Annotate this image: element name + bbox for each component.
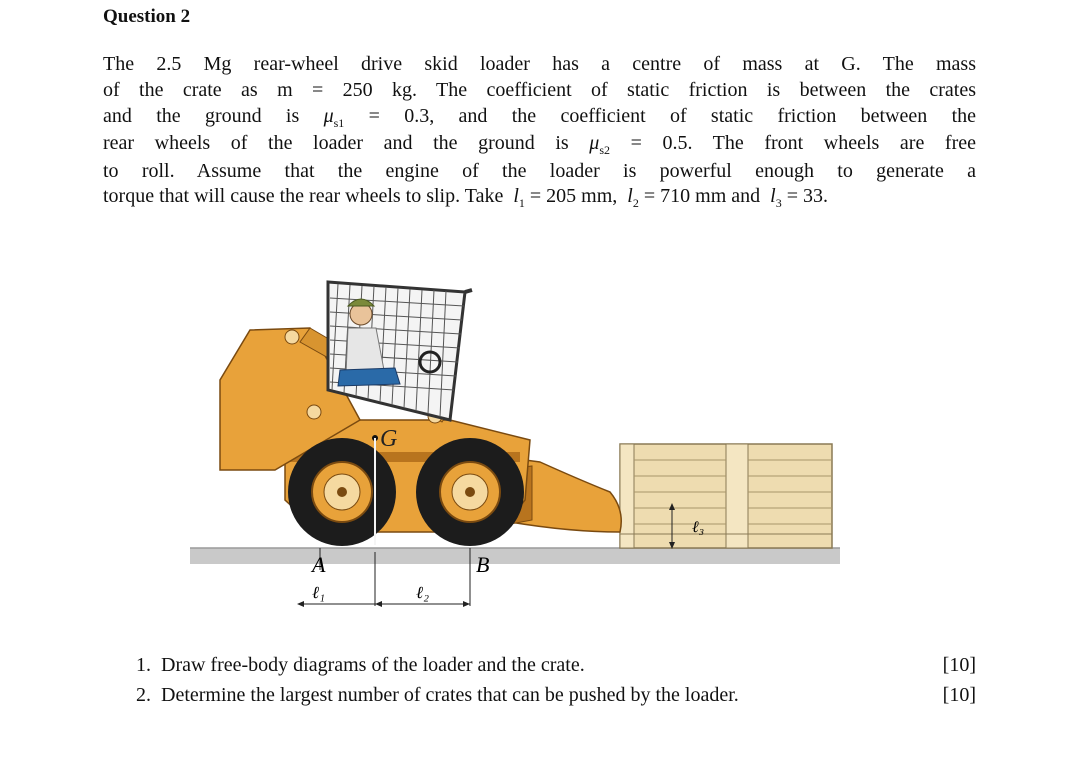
crate bbox=[620, 444, 832, 548]
question-number: 2. bbox=[136, 684, 151, 706]
l1-symbol: l bbox=[513, 185, 519, 207]
problem-line-5: to roll. Assume that the engine of the loader is powerful enough to generate a bbox=[103, 160, 976, 182]
label-l2: ℓ₂ bbox=[416, 583, 429, 602]
label-g: G bbox=[380, 426, 398, 452]
l3-subscript: 3 bbox=[775, 196, 782, 210]
mu-s2-symbol: μ bbox=[589, 132, 600, 154]
question-text: Determine the largest number of crates that can be pushed by the loader. bbox=[161, 684, 739, 706]
problem-line-3-text: and the ground is bbox=[103, 105, 300, 127]
question-heading: Question 2 bbox=[103, 6, 191, 27]
front-wheel bbox=[416, 438, 524, 546]
rear-wheel bbox=[288, 438, 396, 546]
l1-subscript: 1 bbox=[518, 196, 525, 210]
problem-line-3-value: = 0.3, and the coefficient of static friction between the bbox=[368, 105, 977, 127]
question-item-1 bbox=[136, 654, 585, 677]
problem-line-2: of the crate as m = 250 kg. The coefficient of static friction is between the crates bbox=[103, 79, 976, 101]
question-number: 1. bbox=[136, 654, 151, 676]
mu-s1-symbol: μ bbox=[323, 105, 334, 127]
l2-subscript: 2 bbox=[632, 196, 639, 210]
question-item-2 bbox=[136, 684, 739, 707]
skid-loader-figure bbox=[180, 270, 850, 630]
l3-symbol: l bbox=[770, 185, 776, 207]
problem-line-1: The 2.5 Mg rear-wheel drive skid loader has a centre of mass at G. The mass bbox=[103, 53, 976, 75]
question-text: Draw free-body diagrams of the loader and the crate. bbox=[161, 654, 585, 676]
label-b: B bbox=[476, 552, 490, 577]
label-l1: ℓ₁ bbox=[312, 583, 325, 602]
problem-line-4-text: rear wheels of the loader and the ground is bbox=[103, 132, 569, 154]
question-marks: [10] bbox=[942, 654, 976, 676]
l3-value: = 33. bbox=[786, 185, 828, 207]
label-a: A bbox=[312, 552, 326, 577]
problem-line-6 bbox=[103, 183, 976, 216]
ground bbox=[190, 548, 840, 564]
question-marks: [10] bbox=[942, 684, 976, 706]
mu-s2-subscript: s2 bbox=[599, 143, 610, 157]
problem-line-6-text: torque that will cause the rear wheels to slip. Take bbox=[103, 185, 504, 207]
problem-line-4-value: = 0.5. The front wheels are free bbox=[630, 132, 977, 154]
label-l3: ℓ₃ bbox=[692, 519, 705, 536]
l2-symbol: l bbox=[627, 185, 633, 207]
l1-value: = 205 mm, bbox=[529, 185, 618, 207]
mu-s1-subscript: s1 bbox=[333, 116, 345, 130]
l2-value: = 710 mm and bbox=[643, 185, 761, 207]
